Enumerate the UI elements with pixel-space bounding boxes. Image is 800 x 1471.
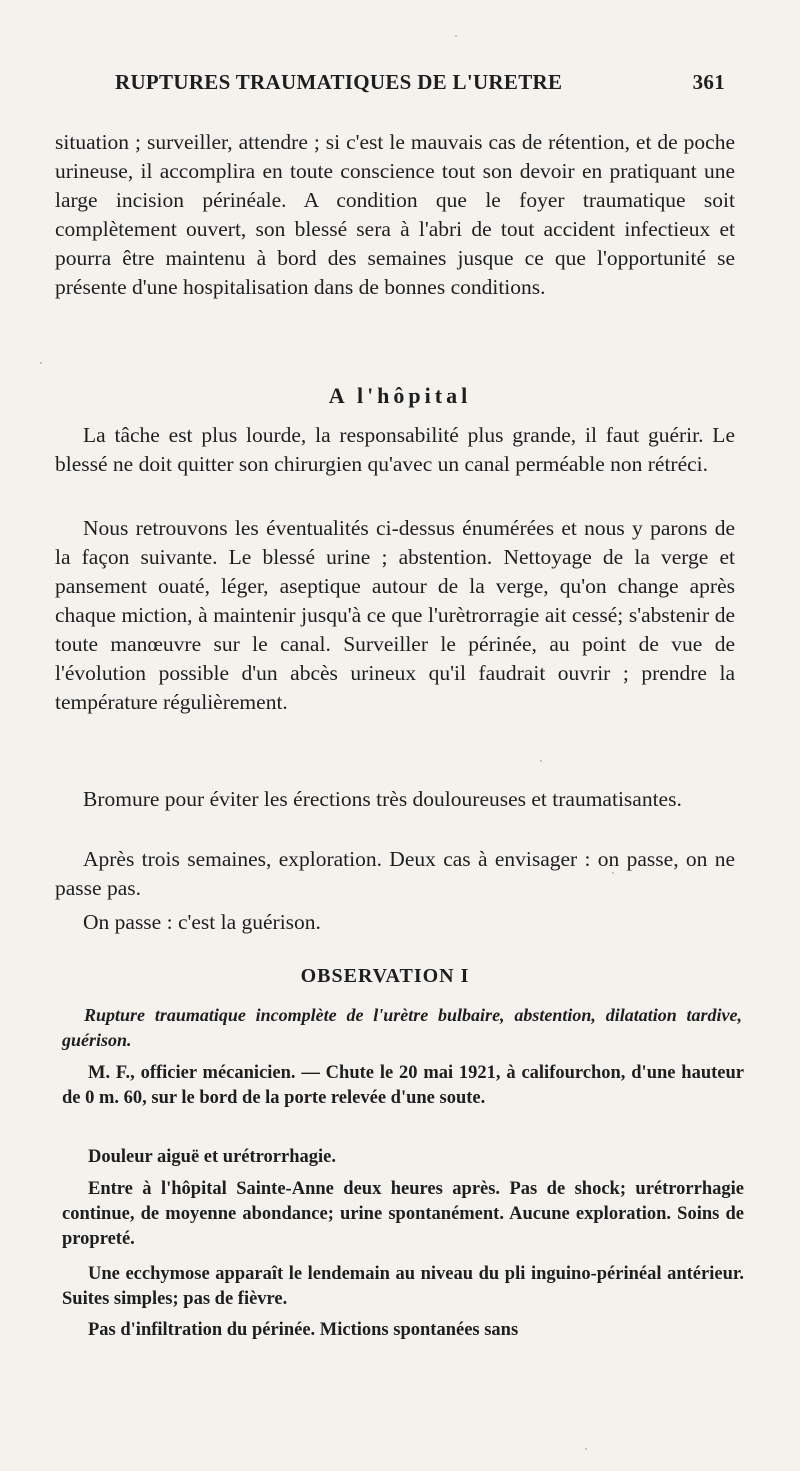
section-heading-hopital: A l'hôpital <box>328 383 472 408</box>
running-title: RUPTURES TRAUMATIQUES DE L'URETRE <box>115 70 563 94</box>
paragraph-bromure: Bromure pour éviter les érections très douloureuses et traumatisantes. <box>83 787 682 811</box>
scan-speck <box>540 760 542 762</box>
page-number: 361 <box>692 70 725 94</box>
scan-speck <box>585 1448 587 1450</box>
scan-speck <box>612 872 614 874</box>
observation-paragraph-ecchymose: Une ecchymose apparaît le lendemain au niveau du pli inguino-périnéal antérieur. Suites simples; pas de fièvre. <box>62 1264 744 1309</box>
observation-paragraph-patient: M. F., officier mécanicien. — Chute le 20 mai 1921, à califourchon, d'une hauteur de 0 m. 60, sur le bord de la porte relevée d'une soute. <box>62 1063 744 1108</box>
scan-speck <box>455 35 457 37</box>
paragraph-exploration: Après trois semaines, exploration. Deux cas à envisager : on passe, on ne passe pas. <box>55 847 735 900</box>
scan-speck <box>40 362 42 364</box>
observation-title: OBSERVATION I <box>300 965 470 987</box>
paragraph-guerison: On passe : c'est la guérison. <box>83 910 321 934</box>
paragraph-eventualites: Nous retrouvons les éventualités ci-dessus énumérées et nous y parons de la façon suivante. Le blessé urine ; abstention. Nettoyage de la verge et pansement ouaté, léger, aseptique autour de la verge, qu'on change après chaque miction, à maintenir jusqu'à ce que l'urètrorragie ait cessé; s'abstenir de toute manœuvre sur le canal. Surveiller le périnée, au point de vue de l'évolution possible d'un abcès urineux qu'il faudrait ouvrir ; prendre la température régulièrement. <box>55 516 735 714</box>
paragraph-situation: situation ; surveiller, attendre ; si c'est le mauvais cas de rétention, et de poche urineuse, il accomplira en toute conscience tout son devoir en pratiquant une large incision périnéale. A condition que le foyer traumatique soit complètement ouvert, son blessé sera à l'abri de tout accident infectieux et pourra être maintenu à bord des semaines jusque ce que l'opportunité se présente d'une hospitalisation dans de bonnes conditions. <box>55 130 735 299</box>
running-header <box>115 70 725 98</box>
observation-paragraph-infiltration: Pas d'infiltration du périnée. Mictions spontanées sans <box>88 1320 519 1340</box>
observation-subtitle: Rupture traumatique incomplète de l'urètre bulbaire, abstention, dilatation tardive, guérison. <box>62 1005 742 1050</box>
observation-paragraph-douleur: Douleur aiguë et urétrorrhagie. <box>88 1147 336 1167</box>
observation-paragraph-entree: Entre à l'hôpital Sainte-Anne deux heures après. Pas de shock; urétrorrhagie continue, de moyenne abondance; urine spontanément. Aucune exploration. Soins de propreté. <box>62 1179 744 1249</box>
paragraph-tache: La tâche est plus lourde, la responsabilité plus grande, il faut guérir. Le blessé ne doit quitter son chirurgien qu'avec un canal perméable non rétréci. <box>55 423 735 476</box>
